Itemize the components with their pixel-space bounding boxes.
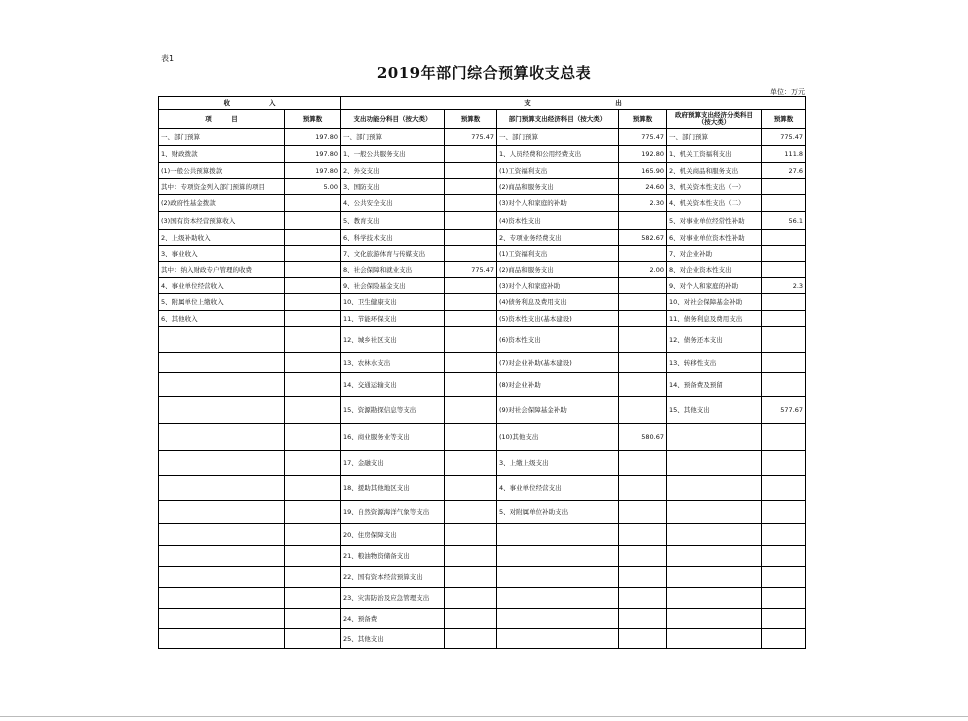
income-value-cell: 5.00 (285, 179, 341, 195)
econ-value-cell (619, 278, 667, 294)
gov-value-cell (762, 424, 806, 451)
func-value-cell: 775.47 (445, 129, 497, 146)
func-value-cell: 775.47 (445, 262, 497, 278)
gov-value-cell: 56.1 (762, 212, 806, 230)
gov-item-cell (667, 629, 762, 649)
func-value-cell (445, 195, 497, 212)
econ-item-cell: 一、部门预算 (497, 129, 619, 146)
gov-item-cell: 一、部门预算 (667, 129, 762, 146)
gov-value-cell (762, 451, 806, 476)
econ-item-cell: (4)资本性支出 (497, 212, 619, 230)
econ-value-cell: 580.67 (619, 424, 667, 451)
gov-item-cell (667, 546, 762, 567)
table-row (159, 179, 806, 195)
gov-item-cell: 15、其他支出 (667, 397, 762, 424)
econ-item-cell (497, 629, 619, 649)
func-value-cell (445, 629, 497, 649)
income-value-cell (285, 278, 341, 294)
econ-value-cell (619, 476, 667, 501)
gov-value-cell: 775.47 (762, 129, 806, 146)
table-row (159, 278, 806, 294)
func-item-cell: 11、节能环保支出 (341, 311, 445, 327)
budget-summary-table (158, 96, 806, 649)
econ-value-cell: 165.90 (619, 163, 667, 179)
func-item-cell: 20、住房保障支出 (341, 524, 445, 546)
gov-value-cell: 111.8 (762, 146, 806, 163)
income-value-cell (285, 353, 341, 373)
econ-value-cell (619, 327, 667, 353)
gov-item-cell: 12、债务还本支出 (667, 327, 762, 353)
table-row (159, 424, 806, 451)
income-item-cell: 其中：纳入财政专户管理的收费 (159, 262, 285, 278)
func-value-cell (445, 424, 497, 451)
table-row (159, 129, 806, 146)
econ-item-cell (497, 588, 619, 609)
econ-item-cell: 1、人员经费和公用经费支出 (497, 146, 619, 163)
gov-value-cell (762, 294, 806, 311)
econ-item-cell (497, 609, 619, 629)
income-item-cell (159, 609, 285, 629)
income-value-cell (285, 327, 341, 353)
income-item-cell (159, 546, 285, 567)
table-row (159, 546, 806, 567)
table-row (159, 163, 806, 179)
econ-item-cell: (3)对个人和家庭的补助 (497, 195, 619, 212)
income-item-cell: 一、部门预算 (159, 129, 285, 146)
income-value-cell (285, 629, 341, 649)
econ-item-cell: (9)对社会保障基金补助 (497, 397, 619, 424)
func-item-cell: 17、金融支出 (341, 451, 445, 476)
table-row (159, 501, 806, 524)
gov-value-cell (762, 353, 806, 373)
gov-item-cell (667, 501, 762, 524)
income-value-cell (285, 424, 341, 451)
income-item-cell (159, 424, 285, 451)
table-row (159, 629, 806, 649)
gov-value-cell (762, 629, 806, 649)
func-value-cell (445, 397, 497, 424)
page-edge-line (0, 716, 968, 717)
func-item-cell: 18、援助其他地区支出 (341, 476, 445, 501)
func-value-cell (445, 524, 497, 546)
income-value-cell (285, 246, 341, 262)
income-value-cell (285, 546, 341, 567)
econ-item-cell: (3)对个人和家庭补助 (497, 278, 619, 294)
income-budget-header: 预算数 (285, 110, 341, 129)
income-value-cell (285, 373, 341, 397)
income-value-cell (285, 567, 341, 588)
econ-value-cell (619, 353, 667, 373)
table-row (159, 588, 806, 609)
gov-col-header-line2: （按大类） (697, 118, 731, 126)
func-budget-header: 预算数 (445, 110, 497, 129)
table-row (159, 146, 806, 163)
gov-value-cell (762, 567, 806, 588)
table-row (159, 567, 806, 588)
gov-value-cell (762, 373, 806, 397)
gov-col-header-line1: 政府预算支出经济分类科目 (675, 111, 753, 119)
econ-item-cell: (1)工资福利支出 (497, 163, 619, 179)
income-value-cell (285, 451, 341, 476)
gov-value-cell (762, 476, 806, 501)
income-value-cell (285, 524, 341, 546)
econ-value-cell: 582.67 (619, 230, 667, 246)
func-item-cell: 10、卫生健康支出 (341, 294, 445, 311)
gov-item-cell: 10、对社会保障基金补助 (667, 294, 762, 311)
func-value-cell (445, 212, 497, 230)
func-item-cell: 15、资源勘探信息等支出 (341, 397, 445, 424)
table-row (159, 246, 806, 262)
income-item-cell (159, 397, 285, 424)
gov-item-cell: 13、转移性支出 (667, 353, 762, 373)
func-item-cell: 9、社会保险基金支出 (341, 278, 445, 294)
econ-item-cell: (8)对企业补助 (497, 373, 619, 397)
func-value-cell (445, 230, 497, 246)
econ-value-cell (619, 451, 667, 476)
econ-value-cell (619, 567, 667, 588)
income-value-cell (285, 212, 341, 230)
econ-value-cell (619, 212, 667, 230)
gov-value-cell (762, 327, 806, 353)
header-row-1 (159, 97, 806, 110)
func-item-cell: 16、商业服务业等支出 (341, 424, 445, 451)
func-item-cell: 1、一般公共服务支出 (341, 146, 445, 163)
page-title: 2019年部门综合预算收支总表 (376, 64, 592, 82)
gov-col-header (667, 110, 762, 129)
func-value-cell (445, 546, 497, 567)
func-item-cell: 8、社会保障和就业支出 (341, 262, 445, 278)
gov-item-cell (667, 588, 762, 609)
func-item-cell: 12、城乡社区支出 (341, 327, 445, 353)
income-value-cell (285, 397, 341, 424)
econ-value-cell (619, 397, 667, 424)
income-value-cell (285, 262, 341, 278)
income-item-cell (159, 327, 285, 353)
income-value-cell: 197.80 (285, 146, 341, 163)
gov-budget-header: 预算数 (762, 110, 806, 129)
income-item-cell: 1、财政拨款 (159, 146, 285, 163)
func-value-cell (445, 327, 497, 353)
func-item-cell: 21、粮油物资储备支出 (341, 546, 445, 567)
econ-item-cell: (7)对企业补助(基本建设) (497, 353, 619, 373)
econ-value-cell (619, 246, 667, 262)
econ-value-cell: 775.47 (619, 129, 667, 146)
func-value-cell (445, 246, 497, 262)
econ-value-cell (619, 546, 667, 567)
income-value-cell (285, 311, 341, 327)
econ-item-cell: (5)资本性支出(基本建设) (497, 311, 619, 327)
gov-value-cell (762, 195, 806, 212)
econ-value-cell (619, 311, 667, 327)
func-value-cell (445, 476, 497, 501)
income-item-cell (159, 567, 285, 588)
econ-item-cell: 3、上缴上级支出 (497, 451, 619, 476)
gov-value-cell (762, 609, 806, 629)
func-item-cell: 22、国有资本经营预算支出 (341, 567, 445, 588)
table-row (159, 397, 806, 424)
gov-value-cell (762, 524, 806, 546)
func-item-cell: 4、公共安全支出 (341, 195, 445, 212)
income-item-cell (159, 524, 285, 546)
func-value-cell (445, 311, 497, 327)
item-header: 项 目 (159, 110, 285, 129)
table-row (159, 524, 806, 546)
gov-value-cell: 577.67 (762, 397, 806, 424)
func-value-cell (445, 609, 497, 629)
gov-item-cell (667, 609, 762, 629)
func-value-cell (445, 353, 497, 373)
func-col-header: 支出功能分科目（按大类） (341, 110, 445, 129)
income-item-cell: (2)政府性基金拨款 (159, 195, 285, 212)
gov-item-cell (667, 451, 762, 476)
gov-item-cell: 3、机关资本性支出（一） (667, 179, 762, 195)
func-item-cell: 24、预备费 (341, 609, 445, 629)
income-item-cell: 4、事业单位经营收入 (159, 278, 285, 294)
table-row (159, 212, 806, 230)
func-value-cell (445, 179, 497, 195)
table-row (159, 353, 806, 373)
func-value-cell (445, 373, 497, 397)
gov-item-cell: 2、机关商品和服务支出 (667, 163, 762, 179)
income-value-cell (285, 230, 341, 246)
func-value-cell (445, 501, 497, 524)
gov-item-cell: 5、对事业单位经常性补助 (667, 212, 762, 230)
func-item-cell: 25、其他支出 (341, 629, 445, 649)
income-item-cell: 5、附属单位上缴收入 (159, 294, 285, 311)
func-value-cell (445, 146, 497, 163)
func-value-cell (445, 294, 497, 311)
gov-item-cell: 8、对企业资本性支出 (667, 262, 762, 278)
func-value-cell (445, 588, 497, 609)
func-item-cell: 14、交通运输支出 (341, 373, 445, 397)
gov-item-cell: 14、预备费及预留 (667, 373, 762, 397)
table-row (159, 609, 806, 629)
gov-item-cell (667, 567, 762, 588)
econ-item-cell (497, 546, 619, 567)
econ-value-cell (619, 609, 667, 629)
func-item-cell: 13、农林水支出 (341, 353, 445, 373)
econ-budget-header: 预算数 (619, 110, 667, 129)
func-item-cell: 23、灾害防治及应急管理支出 (341, 588, 445, 609)
func-item-cell: 一、部门预算 (341, 129, 445, 146)
income-item-cell (159, 373, 285, 397)
func-item-cell: 7、文化旅游体育与传媒支出 (341, 246, 445, 262)
econ-value-cell (619, 588, 667, 609)
econ-item-cell: (1)工资福利支出 (497, 246, 619, 262)
gov-item-cell: 6、对事业单位资本性补助 (667, 230, 762, 246)
income-value-cell (285, 588, 341, 609)
income-item-cell (159, 501, 285, 524)
gov-value-cell (762, 230, 806, 246)
econ-item-cell: (10)其他支出 (497, 424, 619, 451)
econ-value-cell (619, 629, 667, 649)
income-item-cell (159, 353, 285, 373)
econ-item-cell: 4、事业单位经营支出 (497, 476, 619, 501)
expense-header: 支 出 (341, 97, 806, 110)
gov-item-cell: 1、机关工资福利支出 (667, 146, 762, 163)
income-item-cell: (3)国有资本经营预算收入 (159, 212, 285, 230)
econ-item-cell (497, 524, 619, 546)
income-item-cell (159, 451, 285, 476)
econ-item-cell: 5、对附属单位补助支出 (497, 501, 619, 524)
income-item-cell: 2、上级补助收入 (159, 230, 285, 246)
income-value-cell: 197.80 (285, 129, 341, 146)
func-value-cell (445, 278, 497, 294)
income-item-cell: 其中：专项资金列入部门预算的项目 (159, 179, 285, 195)
income-value-cell (285, 501, 341, 524)
income-item-cell: 6、其他收入 (159, 311, 285, 327)
income-value-cell (285, 476, 341, 501)
func-value-cell (445, 567, 497, 588)
income-item-cell (159, 629, 285, 649)
income-item-cell (159, 476, 285, 501)
econ-value-cell (619, 294, 667, 311)
econ-item-cell: (4)债务利息及费用支出 (497, 294, 619, 311)
func-item-cell: 6、科学技术支出 (341, 230, 445, 246)
table-row (159, 294, 806, 311)
econ-item-cell: 2、专项业务经费支出 (497, 230, 619, 246)
gov-item-cell: 7、对企业补助 (667, 246, 762, 262)
econ-value-cell: 2.30 (619, 195, 667, 212)
gov-value-cell (762, 588, 806, 609)
econ-value-cell (619, 501, 667, 524)
econ-value-cell: 2.00 (619, 262, 667, 278)
func-item-cell: 19、自然资源海洋气象等支出 (341, 501, 445, 524)
econ-item-cell: (6)资本性支出 (497, 327, 619, 353)
income-value-cell (285, 609, 341, 629)
gov-item-cell: 9、对个人和家庭的补助 (667, 278, 762, 294)
income-value-cell (285, 294, 341, 311)
gov-item-cell (667, 424, 762, 451)
table-row (159, 476, 806, 501)
econ-value-cell: 192.80 (619, 146, 667, 163)
func-item-cell: 5、教育支出 (341, 212, 445, 230)
econ-value-cell: 24.60 (619, 179, 667, 195)
gov-item-cell: 4、机关资本性支出（二） (667, 195, 762, 212)
func-item-cell: 3、国防支出 (341, 179, 445, 195)
income-value-cell: 197.80 (285, 163, 341, 179)
econ-item-cell: (2)商品和服务支出 (497, 262, 619, 278)
gov-value-cell (762, 311, 806, 327)
econ-col-header: 部门预算支出经济科目（按大类） (497, 110, 619, 129)
func-value-cell (445, 163, 497, 179)
gov-value-cell (762, 179, 806, 195)
table-row (159, 451, 806, 476)
income-value-cell (285, 195, 341, 212)
header-row-2 (159, 110, 806, 129)
gov-item-cell (667, 524, 762, 546)
func-value-cell (445, 451, 497, 476)
gov-value-cell (762, 546, 806, 567)
func-item-cell: 2、外交支出 (341, 163, 445, 179)
gov-item-cell: 11、债务利息及费用支出 (667, 311, 762, 327)
income-header: 收 入 (159, 97, 341, 110)
income-item-cell (159, 588, 285, 609)
gov-value-cell: 27.6 (762, 163, 806, 179)
econ-value-cell (619, 373, 667, 397)
table-row (159, 230, 806, 246)
gov-item-cell (667, 476, 762, 501)
gov-value-cell (762, 246, 806, 262)
table-row (159, 327, 806, 353)
table-row (159, 373, 806, 397)
gov-value-cell: 2.3 (762, 278, 806, 294)
unit-label: 单位：万元 (770, 88, 805, 96)
gov-value-cell (762, 501, 806, 524)
gov-value-cell (762, 262, 806, 278)
income-item-cell: (1)一般公共预算拨款 (159, 163, 285, 179)
econ-item-cell: (2)商品和服务支出 (497, 179, 619, 195)
table-row (159, 262, 806, 278)
table-row (159, 311, 806, 327)
income-item-cell: 3、事业收入 (159, 246, 285, 262)
econ-value-cell (619, 524, 667, 546)
table-row (159, 195, 806, 212)
econ-item-cell (497, 567, 619, 588)
table-number: 表1 (161, 54, 175, 63)
